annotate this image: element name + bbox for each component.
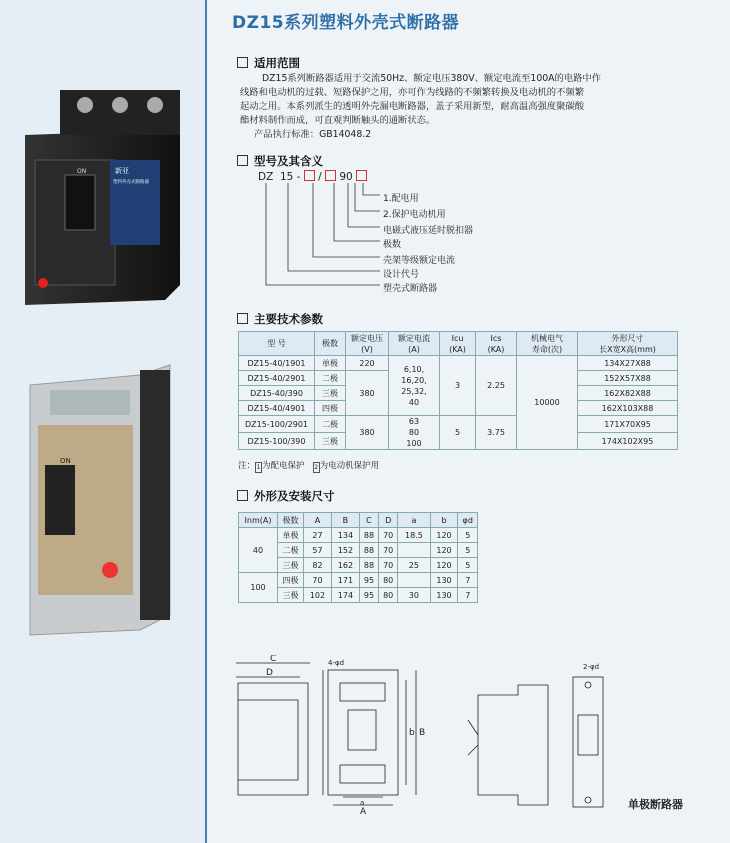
- table-row: DZ15-40/4901: [239, 401, 315, 416]
- legend-3: 电磁式液压延时脱扣器: [383, 226, 474, 236]
- svg-text:A: A: [360, 807, 367, 815]
- legend-6: 设计代号: [383, 270, 420, 280]
- svg-text:b: b: [409, 728, 415, 738]
- section-dims-heading: 外形及安装尺寸: [237, 488, 335, 504]
- section-scope-heading: 适用范围: [237, 55, 300, 71]
- svg-text:塑料外壳式断路器: 塑料外壳式断路器: [113, 180, 149, 185]
- page-title: DZ15系列塑料外壳式断路器: [232, 13, 460, 33]
- legend-2: 2.保护电动机用: [383, 210, 446, 220]
- black-breaker-photo: [15, 75, 190, 330]
- svg-text:D: D: [266, 668, 273, 678]
- svg-text:4-φd: 4-φd: [328, 659, 345, 667]
- legend-7: 塑壳式断路器: [383, 284, 438, 294]
- svg-text:2-φd: 2-φd: [583, 663, 600, 671]
- table-note: 注： 1 为配电保护 2 为电动机保护用: [238, 461, 380, 471]
- photo-brand: 新亚: [115, 167, 129, 175]
- svg-text:ON: ON: [77, 168, 87, 175]
- table-row: DZ15-100/2901: [239, 416, 315, 433]
- legend-4: 极数: [383, 240, 402, 250]
- dimension-drawings: [228, 655, 708, 815]
- divider-line: [205, 0, 207, 843]
- dims-table: Inm(A) 极数 A B C D a b φd 40 单极 27 134 88 70 18.5 120 5 二极 57 152 88 70 120 5 三极 82 162 88 70 25 120 5 100 四极 70 171 95 80 130 7 三极 102 174 95 80 30 130 7: [238, 512, 478, 603]
- table-row: DZ15-40/1901: [239, 356, 315, 371]
- svg-text:B: B: [419, 728, 426, 738]
- model-code: DZ 15 - / 90: [258, 170, 367, 183]
- svg-text:ON: ON: [60, 457, 71, 465]
- table-row: DZ15-40/390: [239, 386, 315, 401]
- section-params-heading: 主要技术参数: [237, 311, 323, 327]
- scope-paragraph: DZ15系列断路器适用于交流50Hz、额定电压380V、额定电流至100A的电路中作 线路和电动机的过载、短路保护之用，亦可作为线路的不频繁转换及电动机的不频繁 起动之用。本系列派生的透明外壳漏电断路器，盖子采用新型，耐高温高强度聚碳酸 酯材料制作而成，可直观判断触头的通断状态。 产品执行标准：GB14048.2: [240, 73, 601, 140]
- params-table: 型 号 极数 额定电压 (V) 额定电流 (A) Icu (KA) Ics (KA) 机械电气 寿命(次) 外形尺寸 长X宽X高(mm) DZ15-40/1901 单极 220 6,10, 16,20, 25,32, 40 3 2.25 10000 134X27X88 DZ15-40/2901 二极 380 152X57X88 DZ15-40/390 三极 162X82X88 DZ15-40/4901 四极 162X103X88 DZ15-100/2901 二极 380 63 80 100 5 3.75 171X70X95 DZ15-100/390 三极 174X102X95: [238, 331, 678, 450]
- section-model-heading: 型号及其含义: [237, 153, 323, 169]
- svg-text:a: a: [360, 799, 365, 807]
- drawing-caption: 单极断路器: [628, 798, 683, 811]
- model-legend-lines: [258, 183, 388, 293]
- table-row: DZ15-40/2901: [239, 371, 315, 386]
- transparent-breaker-photo: [20, 355, 180, 645]
- legend-1: 1.配电用: [383, 194, 419, 204]
- legend-5: 壳架等级额定电流: [383, 256, 456, 266]
- svg-text:C: C: [270, 655, 277, 664]
- table-row: DZ15-100/390: [239, 433, 315, 450]
